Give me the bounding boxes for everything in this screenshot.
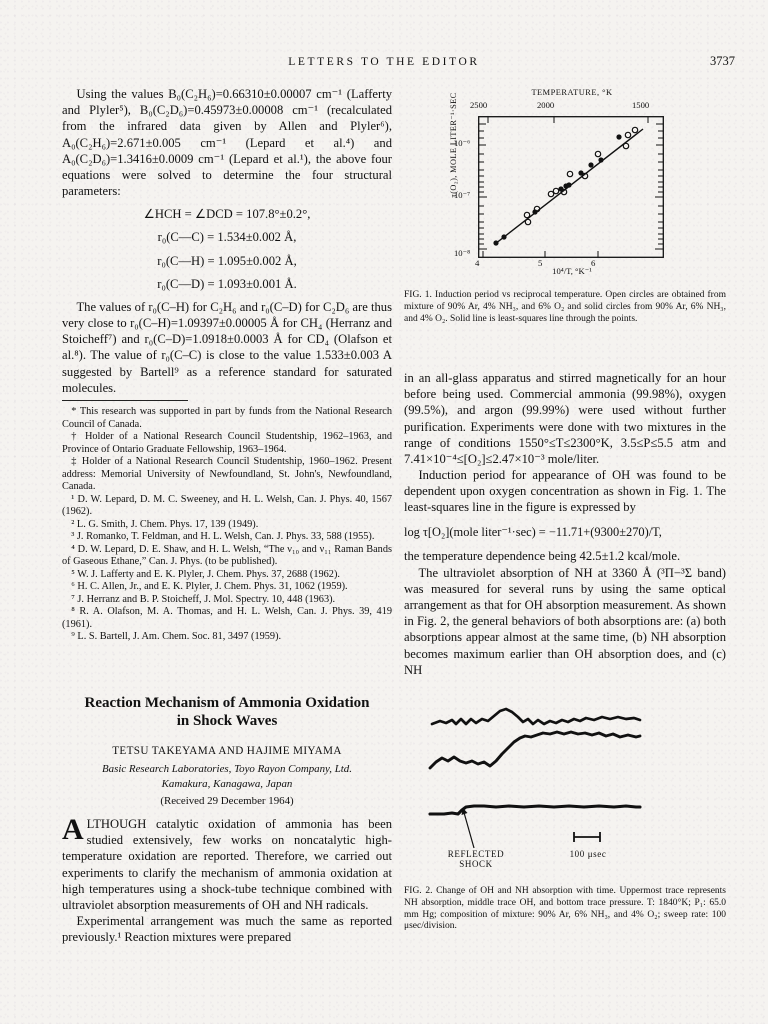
footnote-list [62, 406, 392, 644]
equation-hch-dcd: ∠HCH = ∠DCD = 107.8°±0.2°, [143, 207, 311, 222]
figure-2-caption: FIG. 2. Change of OH and NH absorption with time. Uppermost trace represents NH absorption, middle trace OH, and bottom trace pressure. T: 1840°K; P₁: 65.0 mm Hg; composition of mixture: 90% Ar, 6% NH₃, and 4% O₂; sweep rate: 100 μsec/division. [404, 886, 726, 932]
figure-1-caption: FIG. 1. Induction period vs reciprocal temperature. Open circles are obtained from mixture of 90% Ar, 4% NH₃, and 6% O₂ and solid circles from 90% Ar, 6% NH₃, and 4% O₂. Solid line is least-squares line through the points. [404, 290, 726, 324]
equation-r0-cc: r₀(C—C) = 1.534±0.002 Å, [157, 230, 297, 245]
figure-1 [432, 88, 712, 286]
footnote-item: † Holder of a National Research Council Studentship, 1962–1963, and Province of Ontario Graduate Fellowship, 1963–1964. [62, 431, 392, 455]
figure-1-x-tick: 6 [591, 258, 596, 268]
article-title-line-2: in Shock Waves [176, 713, 278, 730]
article-affiliation [62, 762, 392, 791]
figure-2 [404, 706, 726, 878]
footnote-item: * This research was supported in part by funds from the National Research Council of Canada. [62, 406, 392, 430]
footnote-item: ² L. G. Smith, J. Chem. Phys. 17, 139 (1949). [71, 518, 259, 530]
footnote-item: ⁴ D. W. Lepard, D. E. Shaw, and H. L. Welsh, “The ν₁₀ and ν₁₁ Raman Bands of Gaseous Ethane,” Can. J. Phys. (to be published). [62, 543, 392, 567]
figure-2-reflected-shock-label [426, 849, 526, 869]
right-paragraph-2: Induction period for appearance of OH was found to be dependent upon oxygen concentration as shown in Fig. 1. The least-squares line in the figure is expressed by [404, 468, 726, 515]
figure-2-scale-label: 100 μsec [569, 849, 607, 859]
left-column [62, 86, 392, 396]
affiliation-line-1: Basic Research Laboratories, Toyo Rayon Company, Ltd. [102, 763, 352, 775]
article-title [62, 694, 392, 731]
figure-1-y-tick: 10⁻⁶ [454, 138, 471, 148]
article-paragraph-2: Experimental arrangement was much the same as reported previously.¹ Reaction mixtures were prepared [62, 914, 392, 945]
affiliation-line-2: Kamakura, Kanagawa, Japan [161, 777, 293, 790]
footnote-item: ⁸ R. A. Olafson, M. A. Thomas, and H. L. Welsh, Can. J. Phys. 39, 419 (1961). [62, 606, 392, 630]
running-head: LETTERS TO THE EDITOR [288, 56, 480, 68]
equation-r0-cd: r₀(C—D) = 1.093±0.001 Å. [157, 276, 297, 291]
figure-1-top-tick: 2500 [470, 100, 488, 110]
footnote-item: ⁵ W. J. Lafferty and E. K. Plyler, J. Chem. Phys. 37, 2688 (1962). [71, 568, 340, 580]
drop-cap: A [62, 813, 84, 846]
left-paragraph-1: Using the values B₀(C₂H₆)=0.66310±0.00007 cm⁻¹ (Lafferty and Plyler⁵), B₀(C₂D₆)=0.45973±0.00008 cm⁻¹ (recalculated from the infrared data given by Allen and Plyler⁶), A₀(C₂H₆)=2.671±0.005 cm⁻¹ (Lepard et al.⁴) and A₀(C₂D₆)=1.3416±0.0009 cm⁻¹ (Lepard et al.¹), the above four equations were solved to determine the four structural parameters: [62, 87, 392, 199]
footnote-item: ⁹ L. S. Bartell, J. Am. Chem. Soc. 81, 3497 (1959). [71, 631, 282, 642]
footnote-item: ³ J. Romanko, T. Feldman, and H. L. Welsh, Can. J. Phys. 33, 588 (1955). [71, 531, 375, 542]
figure-2-shock-line-2: SHOCK [459, 859, 493, 869]
article-received-date: (Received 29 December 1964) [160, 795, 294, 807]
right-column [404, 370, 726, 678]
footnote-item: ¹ D. W. Lepard, D. M. C. Sweeney, and H. L. Welsh, Can. J. Phys. 40, 1567 (1962). [62, 493, 392, 517]
figure-1-y-tick: 10⁻⁷ [454, 190, 471, 200]
footnote-item: ‡ Holder of a National Research Council Studentship, 1960–1962. Present address: Memorial University of Newfoundland, St. John's, Newfoundland, Canada. [62, 456, 392, 492]
equation-induction-period: log τ[O₂](mole liter⁻¹·sec) = −11.71+(9300±270)/T, [404, 524, 662, 539]
figure-1-top-tick: 2000 [537, 100, 555, 110]
article-paragraph-1 [62, 813, 392, 913]
figure-1-plot [478, 116, 664, 258]
footnote-rule [62, 400, 188, 401]
right-paragraph-3: the temperature dependence being 42.5±1.2 kcal/mole. [404, 549, 681, 564]
footnote-item: ⁷ J. Herranz and B. P. Stoicheff, J. Mol. Spectry. 10, 448 (1963). [71, 593, 336, 605]
figure-1-x-tick: 5 [538, 258, 543, 268]
footnote-item: ⁶ H. C. Allen, Jr., and E. K. Plyler, J. Chem. Phys. 31, 1062 (1959). [71, 581, 348, 592]
equation-r0-ch: r₀(C—H) = 1.095±0.002 Å, [157, 253, 297, 268]
article-authors: TETSU TAKEYAMA AND HAJIME MIYAMA [112, 745, 342, 757]
right-paragraph-4: The ultraviolet absorption of NH at 3360 Å (³Π−³Σ band) was measured for several runs by using the same optical arrangement as that for OH absorption measurement. As shown in Fig. 2, the general behaviors of both absorptions are: (a) both absorptions appear almost at the same time, (b) NH absorption becomes maximum earlier than OH absorption does, and (c) NH [404, 565, 726, 677]
figure-1-x-axis-label: 10⁴/T, °K⁻¹ [552, 266, 592, 276]
figure-1-y-tick: 10⁻⁸ [454, 248, 471, 258]
right-paragraph-1: in an all-glass apparatus and stirred magnetically for an hour before being used. Commercial ammonia (99.98%), oxygen (99.5%), and argon (99.99%) were used without further purification. Experiments were done with two mixtures in the range of conditions 1550°≤T≤2300°K, 3.5≤P≤5.5 atm and 7.41×10⁻⁴≤[O₂]≤2.47×10⁻³ mole/liter. [404, 371, 726, 466]
figure-1-y-axis-label: τ(O₂), MOLE LITER⁻¹·SEC [449, 92, 458, 198]
figure-2-shock-line-1: REFLECTED [447, 849, 505, 859]
article-paragraph-1-text: LTHOUGH catalytic oxidation of ammonia has been studied extensively, few works on noncatalytic high-temperature oxidation are reported. Therefore, we carried out experiments to clarify the mechanism of ammonia oxidation at high temperatures using a shock-tube technique combined with ultraviolet absorption measurements of OH and NH radicals. [62, 817, 392, 912]
figure-1-x-tick: 4 [475, 258, 480, 268]
article-body [62, 813, 392, 945]
page-number: 3737 [710, 54, 735, 68]
article-title-line-1: Reaction Mechanism of Ammonia Oxidation [84, 695, 370, 711]
left-paragraph-2: The values of r₀(C–H) for C₂H₆ and r₀(C–D) for C₂D₆ are thus very close to r₀(C–H)=1.09397±0.00005 Å for CH₄ (Herranz and Stoicheff⁷) and r₀(C–D)=1.0918±0.0003 Å for CD₄ (Olafson et al.⁸). The value of r₀(C–C) is close to the value 1.533±0.003 A suggested by Bartell⁹ as a reference standard for saturated molecules. [62, 299, 392, 395]
figure-1-top-tick: 1500 [632, 100, 650, 110]
figure-1-top-axis-label: TEMPERATURE, °K [531, 88, 613, 97]
